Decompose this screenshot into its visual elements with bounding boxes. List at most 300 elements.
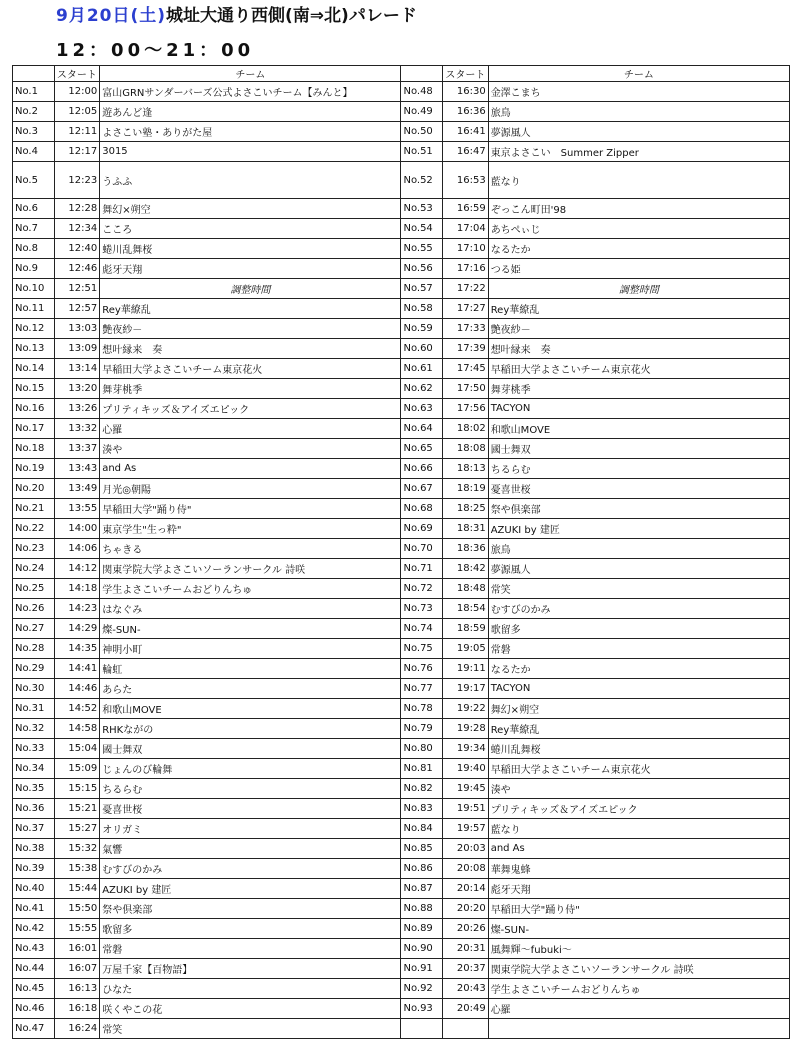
right-team-cell: 常笑 bbox=[488, 579, 789, 599]
right-start-cell: 18:48 bbox=[443, 579, 489, 599]
left-start-cell: 12:34 bbox=[54, 219, 100, 239]
left-team-cell: じょんのび輪舞 bbox=[100, 759, 401, 779]
left-start-cell: 12:46 bbox=[54, 259, 100, 279]
right-number-cell: No.91 bbox=[401, 959, 443, 979]
left-team-cell: 関東学院大学よさこいソーランサークル 詩咲 bbox=[100, 559, 401, 579]
left-start-cell: 15:44 bbox=[54, 879, 100, 899]
right-number-cell: No.49 bbox=[401, 102, 443, 122]
right-start-cell: 19:40 bbox=[443, 759, 489, 779]
header-team-left: チーム bbox=[100, 66, 401, 82]
right-team-cell: 旅鳥 bbox=[488, 539, 789, 559]
right-number-cell: No.87 bbox=[401, 879, 443, 899]
right-team-cell: 彪牙天翔 bbox=[488, 879, 789, 899]
right-team-cell: 祭や倶楽部 bbox=[488, 499, 789, 519]
right-start-cell: 19:45 bbox=[443, 779, 489, 799]
left-number-cell: No.21 bbox=[13, 499, 55, 519]
right-team-cell: 学生よさこいチームおどりんちゅ bbox=[488, 979, 789, 999]
left-number-cell: No.44 bbox=[13, 959, 55, 979]
right-start-cell: 19:22 bbox=[443, 699, 489, 719]
left-start-cell: 16:07 bbox=[54, 959, 100, 979]
left-number-cell: No.30 bbox=[13, 679, 55, 699]
right-start-cell: 19:28 bbox=[443, 719, 489, 739]
left-start-cell: 14:29 bbox=[54, 619, 100, 639]
left-start-cell: 15:21 bbox=[54, 799, 100, 819]
right-start-cell: 18:25 bbox=[443, 499, 489, 519]
right-number-cell: No.65 bbox=[401, 439, 443, 459]
left-team-cell: 富山GRNサンダーバーズ公式よさこいチーム【みんと】 bbox=[100, 82, 401, 102]
left-number-cell: No.40 bbox=[13, 879, 55, 899]
right-number-cell: No.92 bbox=[401, 979, 443, 999]
event-date: 9月20日(土) bbox=[56, 6, 167, 26]
right-team-cell: 早稲田大学よさこいチーム東京花火 bbox=[488, 759, 789, 779]
left-number-cell: No.42 bbox=[13, 919, 55, 939]
left-number-cell: No.13 bbox=[13, 339, 55, 359]
table-row bbox=[13, 899, 790, 919]
right-number-cell: No.77 bbox=[401, 679, 443, 699]
table-row bbox=[13, 259, 790, 279]
left-team-cell: オリガミ bbox=[100, 819, 401, 839]
right-number-cell: No.61 bbox=[401, 359, 443, 379]
table-row bbox=[13, 82, 790, 102]
left-start-cell: 14:23 bbox=[54, 599, 100, 619]
right-team-cell: 蜷川乱舞桜 bbox=[488, 739, 789, 759]
right-team-cell: 早稲田大学よさこいチーム東京花火 bbox=[488, 359, 789, 379]
left-number-cell: No.4 bbox=[13, 142, 55, 162]
left-start-cell: 14:35 bbox=[54, 639, 100, 659]
left-start-cell: 13:26 bbox=[54, 399, 100, 419]
left-number-cell: No.3 bbox=[13, 122, 55, 142]
left-number-cell: No.1 bbox=[13, 82, 55, 102]
left-start-cell: 12:00 bbox=[54, 82, 100, 102]
right-number-cell: No.60 bbox=[401, 339, 443, 359]
left-team-cell: 湊や bbox=[100, 439, 401, 459]
left-number-cell: No.20 bbox=[13, 479, 55, 499]
left-number-cell: No.45 bbox=[13, 979, 55, 999]
right-number-cell: No.53 bbox=[401, 199, 443, 219]
right-start-cell: 20:14 bbox=[443, 879, 489, 899]
left-start-cell: 14:52 bbox=[54, 699, 100, 719]
left-number-cell: No.39 bbox=[13, 859, 55, 879]
left-start-cell: 14:18 bbox=[54, 579, 100, 599]
table-row bbox=[13, 819, 790, 839]
left-start-cell: 13:43 bbox=[54, 459, 100, 479]
right-start-cell: 16:47 bbox=[443, 142, 489, 162]
left-start-cell: 15:04 bbox=[54, 739, 100, 759]
left-number-cell: No.37 bbox=[13, 819, 55, 839]
left-team-cell: 咲くやこの花 bbox=[100, 999, 401, 1019]
right-start-cell: 17:16 bbox=[443, 259, 489, 279]
right-start-cell: 17:22 bbox=[443, 279, 489, 299]
right-team-cell: Rey華繚乱 bbox=[488, 299, 789, 319]
left-start-cell: 13:32 bbox=[54, 419, 100, 439]
right-start-cell: 17:50 bbox=[443, 379, 489, 399]
table-row bbox=[13, 919, 790, 939]
right-team-cell: なるたか bbox=[488, 659, 789, 679]
table-row bbox=[13, 359, 790, 379]
left-team-cell: 常笑 bbox=[100, 1019, 401, 1039]
right-start-cell: 16:53 bbox=[443, 162, 489, 199]
table-row bbox=[13, 479, 790, 499]
left-number-cell: No.8 bbox=[13, 239, 55, 259]
table-row bbox=[13, 879, 790, 899]
event-time: 12：00～21：00 bbox=[56, 40, 255, 61]
table-row bbox=[13, 299, 790, 319]
table-row bbox=[13, 699, 790, 719]
right-team-cell: 舞芽桃季 bbox=[488, 379, 789, 399]
left-number-cell: No.32 bbox=[13, 719, 55, 739]
right-number-cell: No.64 bbox=[401, 419, 443, 439]
left-number-cell: No.19 bbox=[13, 459, 55, 479]
right-team-cell: 関東学院大学よさこいソーランサークル 詩咲 bbox=[488, 959, 789, 979]
right-start-cell: 17:45 bbox=[443, 359, 489, 379]
left-team-cell: 祭や倶楽部 bbox=[100, 899, 401, 919]
right-team-cell: 燦-SUN- bbox=[488, 919, 789, 939]
right-start-cell: 19:17 bbox=[443, 679, 489, 699]
table-row bbox=[13, 599, 790, 619]
left-number-cell: No.29 bbox=[13, 659, 55, 679]
right-number-cell: No.85 bbox=[401, 839, 443, 859]
right-number-cell: No.73 bbox=[401, 599, 443, 619]
left-team-cell: 舞幻×朔空 bbox=[100, 199, 401, 219]
left-team-cell: こころ bbox=[100, 219, 401, 239]
right-number-cell: No.71 bbox=[401, 559, 443, 579]
table-row bbox=[13, 659, 790, 679]
right-start-cell: 19:57 bbox=[443, 819, 489, 839]
header-no-right bbox=[401, 66, 443, 82]
right-start-cell: 19:51 bbox=[443, 799, 489, 819]
right-number-cell: No.78 bbox=[401, 699, 443, 719]
right-start-cell: 16:30 bbox=[443, 82, 489, 102]
left-team-cell: 3015 bbox=[100, 142, 401, 162]
right-number-cell: No.58 bbox=[401, 299, 443, 319]
right-start-cell: 18:02 bbox=[443, 419, 489, 439]
right-team-cell: つる姫 bbox=[488, 259, 789, 279]
table-row bbox=[13, 219, 790, 239]
left-number-cell: No.16 bbox=[13, 399, 55, 419]
right-start-cell: 20:37 bbox=[443, 959, 489, 979]
left-team-cell: 國士舞双 bbox=[100, 739, 401, 759]
right-number-cell: No.80 bbox=[401, 739, 443, 759]
left-start-cell: 13:55 bbox=[54, 499, 100, 519]
right-start-cell: 17:56 bbox=[443, 399, 489, 419]
table-row bbox=[13, 799, 790, 819]
right-start-cell: 20:26 bbox=[443, 919, 489, 939]
left-start-cell: 12:05 bbox=[54, 102, 100, 122]
left-number-cell: No.6 bbox=[13, 199, 55, 219]
left-team-cell: 燦-SUN- bbox=[100, 619, 401, 639]
right-team-cell: 想叶縁来 奏 bbox=[488, 339, 789, 359]
left-team-cell: 万屋千家【百物語】 bbox=[100, 959, 401, 979]
table-row bbox=[13, 162, 790, 199]
right-start-cell: 20:43 bbox=[443, 979, 489, 999]
right-team-cell: 舞幻×朔空 bbox=[488, 699, 789, 719]
left-team-cell: 歌留多 bbox=[100, 919, 401, 939]
left-start-cell: 14:46 bbox=[54, 679, 100, 699]
left-start-cell: 15:50 bbox=[54, 899, 100, 919]
right-number-cell: No.52 bbox=[401, 162, 443, 199]
right-start-cell: 18:08 bbox=[443, 439, 489, 459]
left-number-cell: No.17 bbox=[13, 419, 55, 439]
right-number-cell: No.86 bbox=[401, 859, 443, 879]
left-start-cell: 15:27 bbox=[54, 819, 100, 839]
right-number-cell: No.67 bbox=[401, 479, 443, 499]
left-number-cell: No.9 bbox=[13, 259, 55, 279]
left-start-cell: 16:24 bbox=[54, 1019, 100, 1039]
left-number-cell: No.35 bbox=[13, 779, 55, 799]
left-team-cell: 心羅 bbox=[100, 419, 401, 439]
left-start-cell: 16:01 bbox=[54, 939, 100, 959]
right-start-cell: 18:19 bbox=[443, 479, 489, 499]
left-team-cell: 学生よさこいチームおどりんちゅ bbox=[100, 579, 401, 599]
left-number-cell: No.10 bbox=[13, 279, 55, 299]
table-row bbox=[13, 319, 790, 339]
left-team-cell: プリティキッズ＆アイズエピック bbox=[100, 399, 401, 419]
table-row bbox=[13, 419, 790, 439]
table-header-row bbox=[13, 66, 790, 82]
table-row bbox=[13, 1019, 790, 1039]
table-row bbox=[13, 679, 790, 699]
event-title: 城址大通り西側(南⇒北)パレード bbox=[166, 6, 417, 26]
table-row bbox=[13, 379, 790, 399]
right-number-cell: No.74 bbox=[401, 619, 443, 639]
right-team-cell: ぞっこん町田'98 bbox=[488, 199, 789, 219]
right-start-cell: 20:03 bbox=[443, 839, 489, 859]
right-team-cell: 金澤こまち bbox=[488, 82, 789, 102]
left-number-cell: No.36 bbox=[13, 799, 55, 819]
right-number-cell: No.50 bbox=[401, 122, 443, 142]
right-number-cell: No.88 bbox=[401, 899, 443, 919]
right-start-cell: 20:31 bbox=[443, 939, 489, 959]
right-number-cell: No.79 bbox=[401, 719, 443, 739]
right-team-cell: 東京よさこい Summer Zipper bbox=[488, 142, 789, 162]
table-row bbox=[13, 499, 790, 519]
right-number-cell: No.62 bbox=[401, 379, 443, 399]
left-number-cell: No.43 bbox=[13, 939, 55, 959]
right-number-cell: No.51 bbox=[401, 142, 443, 162]
left-team-cell: 輪虹 bbox=[100, 659, 401, 679]
right-start-cell: 18:59 bbox=[443, 619, 489, 639]
left-number-cell: No.14 bbox=[13, 359, 55, 379]
right-start-cell: 17:33 bbox=[443, 319, 489, 339]
right-number-cell: No.70 bbox=[401, 539, 443, 559]
header-start-right: スタート bbox=[443, 66, 489, 82]
table-row bbox=[13, 439, 790, 459]
right-team-cell: 艶夜紗－ bbox=[488, 319, 789, 339]
right-start-cell: 19:34 bbox=[443, 739, 489, 759]
left-start-cell: 14:58 bbox=[54, 719, 100, 739]
left-number-cell: No.24 bbox=[13, 559, 55, 579]
left-start-cell: 12:40 bbox=[54, 239, 100, 259]
table-row bbox=[13, 239, 790, 259]
right-number-cell: No.82 bbox=[401, 779, 443, 799]
right-team-cell bbox=[488, 1019, 789, 1039]
left-team-cell: 常磐 bbox=[100, 939, 401, 959]
left-number-cell: No.23 bbox=[13, 539, 55, 559]
right-start-cell: 18:31 bbox=[443, 519, 489, 539]
right-number-cell: No.63 bbox=[401, 399, 443, 419]
right-team-cell: TACYON bbox=[488, 399, 789, 419]
left-number-cell: No.28 bbox=[13, 639, 55, 659]
schedule-body bbox=[13, 82, 790, 1039]
table-row bbox=[13, 619, 790, 639]
right-team-cell: 調整時間 bbox=[488, 279, 789, 299]
table-row bbox=[13, 579, 790, 599]
right-team-cell: 心羅 bbox=[488, 999, 789, 1019]
left-team-cell: 月光◎朝陽 bbox=[100, 479, 401, 499]
left-team-cell: 彪牙天翔 bbox=[100, 259, 401, 279]
right-number-cell: No.76 bbox=[401, 659, 443, 679]
left-team-cell: 早稲田大学"踊り侍" bbox=[100, 499, 401, 519]
table-row bbox=[13, 859, 790, 879]
left-team-cell: ちるらむ bbox=[100, 779, 401, 799]
right-start-cell: 17:27 bbox=[443, 299, 489, 319]
table-row bbox=[13, 199, 790, 219]
header-team-right: チーム bbox=[488, 66, 789, 82]
right-team-cell: 華舞鬼蜂 bbox=[488, 859, 789, 879]
left-number-cell: No.18 bbox=[13, 439, 55, 459]
table-row bbox=[13, 559, 790, 579]
right-number-cell: No.68 bbox=[401, 499, 443, 519]
table-row bbox=[13, 339, 790, 359]
left-team-cell: AZUKI by 建匠 bbox=[100, 879, 401, 899]
table-row bbox=[13, 399, 790, 419]
left-team-cell: 想叶縁来 奏 bbox=[100, 339, 401, 359]
right-number-cell: No.75 bbox=[401, 639, 443, 659]
table-row bbox=[13, 519, 790, 539]
left-team-cell: はなぐみ bbox=[100, 599, 401, 619]
right-start-cell: 16:41 bbox=[443, 122, 489, 142]
right-start-cell: 20:08 bbox=[443, 859, 489, 879]
right-start-cell: 18:36 bbox=[443, 539, 489, 559]
left-start-cell: 14:41 bbox=[54, 659, 100, 679]
left-team-cell: 艶夜紗－ bbox=[100, 319, 401, 339]
left-team-cell: 和歌山MOVE bbox=[100, 699, 401, 719]
right-start-cell: 17:04 bbox=[443, 219, 489, 239]
table-row bbox=[13, 539, 790, 559]
table-row bbox=[13, 459, 790, 479]
right-team-cell: 風舞輝～fubuki～ bbox=[488, 939, 789, 959]
right-number-cell: No.93 bbox=[401, 999, 443, 1019]
left-start-cell: 15:15 bbox=[54, 779, 100, 799]
left-start-cell: 12:51 bbox=[54, 279, 100, 299]
right-start-cell: 20:20 bbox=[443, 899, 489, 919]
table-row bbox=[13, 779, 790, 799]
left-start-cell: 16:18 bbox=[54, 999, 100, 1019]
right-start-cell bbox=[443, 1019, 489, 1039]
right-team-cell: TACYON bbox=[488, 679, 789, 699]
left-number-cell: No.34 bbox=[13, 759, 55, 779]
table-row bbox=[13, 122, 790, 142]
left-start-cell: 13:09 bbox=[54, 339, 100, 359]
left-team-cell: 蜷川乱舞桜 bbox=[100, 239, 401, 259]
right-team-cell: 歌留多 bbox=[488, 619, 789, 639]
right-team-cell: AZUKI by 建匠 bbox=[488, 519, 789, 539]
left-start-cell: 12:28 bbox=[54, 199, 100, 219]
left-team-cell: 神明小町 bbox=[100, 639, 401, 659]
left-start-cell: 13:20 bbox=[54, 379, 100, 399]
right-team-cell: 憂喜世桜 bbox=[488, 479, 789, 499]
right-team-cell: 旅鳥 bbox=[488, 102, 789, 122]
right-team-cell: 藍なり bbox=[488, 162, 789, 199]
right-number-cell: No.81 bbox=[401, 759, 443, 779]
left-number-cell: No.11 bbox=[13, 299, 55, 319]
right-start-cell: 16:59 bbox=[443, 199, 489, 219]
right-number-cell: No.66 bbox=[401, 459, 443, 479]
header-no-left bbox=[13, 66, 55, 82]
left-team-cell: 東京学生"生っ粋" bbox=[100, 519, 401, 539]
right-team-cell: なるたか bbox=[488, 239, 789, 259]
right-team-cell: ちるらむ bbox=[488, 459, 789, 479]
right-team-cell: 早稲田大学"踊り侍" bbox=[488, 899, 789, 919]
left-start-cell: 13:14 bbox=[54, 359, 100, 379]
left-number-cell: No.5 bbox=[13, 162, 55, 199]
left-number-cell: No.33 bbox=[13, 739, 55, 759]
left-start-cell: 15:09 bbox=[54, 759, 100, 779]
left-number-cell: No.31 bbox=[13, 699, 55, 719]
right-number-cell: No.90 bbox=[401, 939, 443, 959]
table-row bbox=[13, 279, 790, 299]
left-number-cell: No.15 bbox=[13, 379, 55, 399]
right-team-cell: Rey華繚乱 bbox=[488, 719, 789, 739]
right-start-cell: 17:39 bbox=[443, 339, 489, 359]
right-number-cell: No.56 bbox=[401, 259, 443, 279]
table-row bbox=[13, 102, 790, 122]
right-team-cell: むすびのかみ bbox=[488, 599, 789, 619]
table-row bbox=[13, 959, 790, 979]
left-team-cell: and As bbox=[100, 459, 401, 479]
table-row bbox=[13, 979, 790, 999]
left-team-cell: あらた bbox=[100, 679, 401, 699]
left-start-cell: 15:38 bbox=[54, 859, 100, 879]
table-row bbox=[13, 839, 790, 859]
left-team-cell: 遊あんど逢 bbox=[100, 102, 401, 122]
right-start-cell: 18:54 bbox=[443, 599, 489, 619]
left-start-cell: 14:12 bbox=[54, 559, 100, 579]
right-start-cell: 19:11 bbox=[443, 659, 489, 679]
left-team-cell: Rey華繚乱 bbox=[100, 299, 401, 319]
right-number-cell: No.54 bbox=[401, 219, 443, 239]
right-number-cell: No.89 bbox=[401, 919, 443, 939]
left-team-cell: 氣響 bbox=[100, 839, 401, 859]
left-start-cell: 16:13 bbox=[54, 979, 100, 999]
right-start-cell: 17:10 bbox=[443, 239, 489, 259]
right-team-cell: 湊や bbox=[488, 779, 789, 799]
left-number-cell: No.7 bbox=[13, 219, 55, 239]
right-number-cell: No.84 bbox=[401, 819, 443, 839]
left-team-cell: 舞芽桃季 bbox=[100, 379, 401, 399]
table-row bbox=[13, 759, 790, 779]
left-team-cell: 憂喜世桜 bbox=[100, 799, 401, 819]
left-team-cell: むすびのかみ bbox=[100, 859, 401, 879]
left-start-cell: 14:00 bbox=[54, 519, 100, 539]
right-start-cell: 18:13 bbox=[443, 459, 489, 479]
right-team-cell: 藍なり bbox=[488, 819, 789, 839]
left-number-cell: No.27 bbox=[13, 619, 55, 639]
left-team-cell: うふふ bbox=[100, 162, 401, 199]
right-team-cell: プリティキッズ＆アイズエピック bbox=[488, 799, 789, 819]
right-start-cell: 19:05 bbox=[443, 639, 489, 659]
left-team-cell: よさこい塾・ありがた屋 bbox=[100, 122, 401, 142]
left-number-cell: No.22 bbox=[13, 519, 55, 539]
left-number-cell: No.38 bbox=[13, 839, 55, 859]
left-team-cell: ちゃきる bbox=[100, 539, 401, 559]
right-start-cell: 16:36 bbox=[443, 102, 489, 122]
left-number-cell: No.2 bbox=[13, 102, 55, 122]
left-start-cell: 13:49 bbox=[54, 479, 100, 499]
right-team-cell: 夢源風人 bbox=[488, 559, 789, 579]
left-start-cell: 12:17 bbox=[54, 142, 100, 162]
right-number-cell: No.57 bbox=[401, 279, 443, 299]
